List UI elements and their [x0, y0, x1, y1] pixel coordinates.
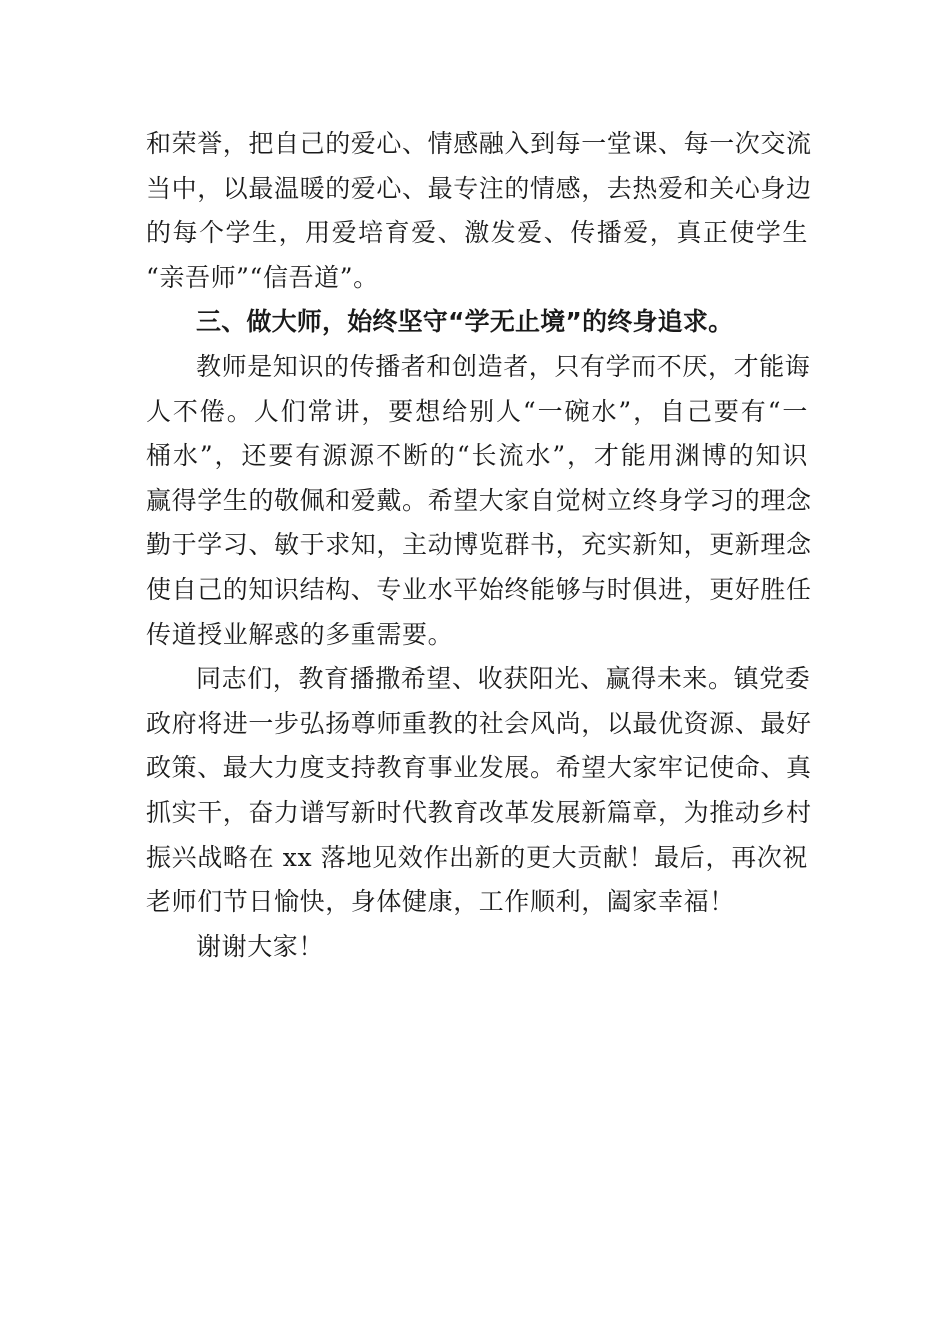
paragraph-line: 赢得学生的敬佩和爱戴。希望大家自觉树立终身学习的理念 — [146, 485, 812, 515]
paragraph-line: “亲吾师”“信吾道”。 — [146, 262, 379, 292]
paragraph-line: 教师是知识的传播者和创造者，只有学而不厌，才能诲 — [196, 351, 811, 381]
document-page — [146, 122, 812, 969]
paragraph-3 — [146, 657, 812, 925]
paragraph-line: 和荣誉，把自己的爱心、情感融入到每一堂课、每一次交流 — [146, 129, 812, 158]
paragraph-1 — [146, 122, 812, 300]
paragraph-line: 人不倦。人们常讲，要想给别人“一碗水”，自己要有“一 — [146, 396, 808, 426]
paragraph-line: 抓实干，奋力谱写新时代教育改革发展新篇章，为推动乡村 — [146, 797, 812, 827]
paragraph-line: 政府将进一步弘扬尊师重教的社会风尚，以最优资源、最好 — [146, 708, 812, 738]
paragraph-line: 使自己的知识结构、专业水平始终能够与时俱进，更好胜任 — [146, 574, 812, 604]
paragraph-line: 振兴战略在 xx 落地见效作出新的更大贡献！最后，再次祝 — [146, 842, 808, 872]
paragraph-2 — [146, 345, 812, 657]
paragraph-line: 传道授业解惑的多重需要。 — [146, 619, 454, 649]
paragraph-line: 老师们节日愉快，身体健康，工作顺利，阖家幸福！ — [146, 887, 735, 917]
paragraph-line: 的每个学生，用爱培育爱、激发爱、传播爱，真正使学生 — [146, 218, 808, 248]
paragraph-line: 政策、最大力度支持教育事业发展。希望大家牢记使命、真 — [146, 753, 812, 783]
section-heading: 三、做大师，始终坚守“学无止境”的终身追求。 — [196, 307, 734, 337]
closing-line: 谢谢大家！ — [196, 931, 325, 961]
paragraph-line: 当中，以最温暖的爱心、最专注的情感，去热爱和关心身边 — [146, 173, 812, 203]
paragraph-line: 同志们，教育播撒希望、收获阳光、赢得未来。镇党委 — [196, 664, 811, 694]
paragraph-line: 勤于学习、敏于求知，主动博览群书，充实新知，更新理念 — [146, 530, 812, 560]
paragraph-line: 桶水”，还要有源源不断的“长流水”，才能用渊博的知识 — [146, 441, 808, 471]
